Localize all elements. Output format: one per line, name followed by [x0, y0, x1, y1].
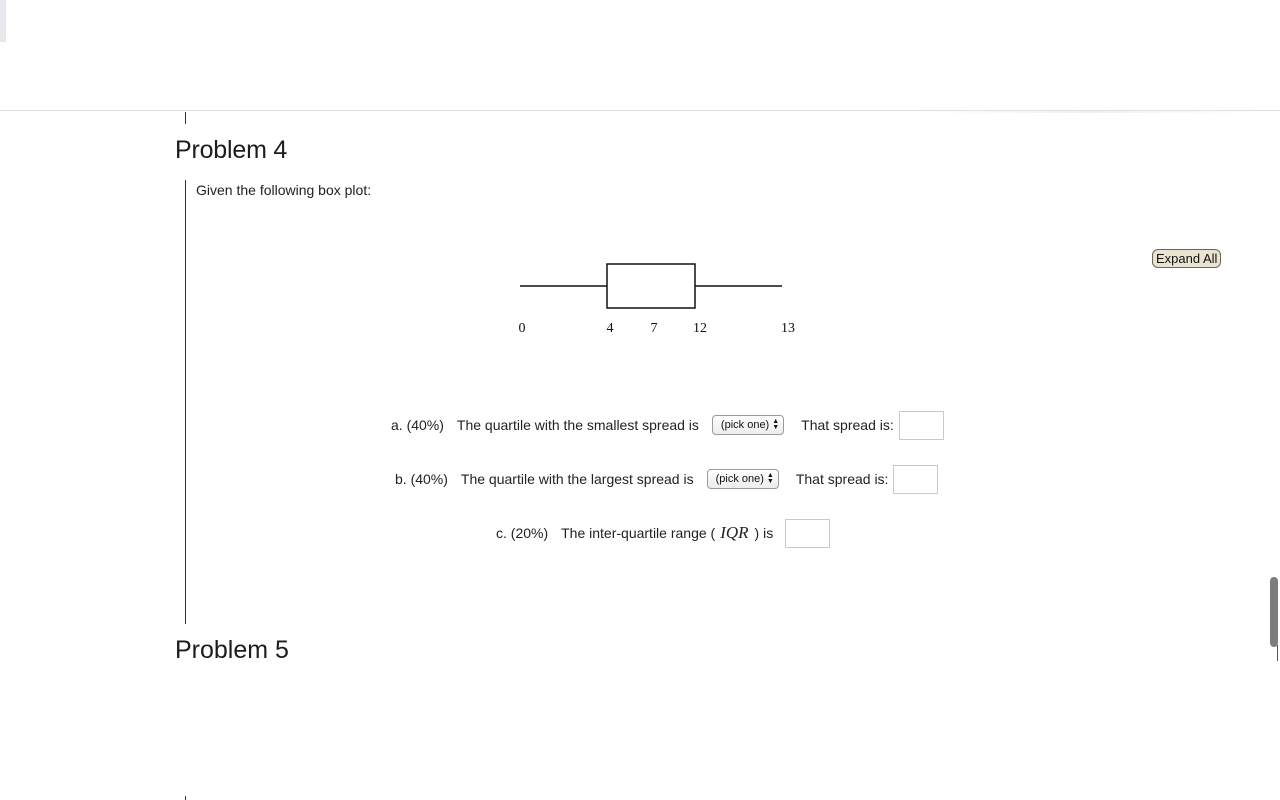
box-plot — [500, 250, 820, 350]
expand-all-button[interactable]: Expand All — [1152, 249, 1221, 268]
problem-title: Problem 4 — [175, 136, 288, 164]
quartile-smallest-select[interactable] — [712, 415, 784, 435]
scrollbar-thumb[interactable] — [1270, 577, 1278, 647]
tick-label-max: 13 — [781, 321, 795, 336]
top-left-tab — [0, 0, 6, 42]
question-c-id: c. (20%) — [496, 525, 549, 541]
question-a-id: a. (40%) — [391, 417, 444, 433]
tick-label-q1: 4 — [606, 321, 614, 336]
quartile-largest-select[interactable] — [707, 469, 779, 489]
tick-label-min: 0 — [518, 321, 526, 336]
iqr-box — [607, 264, 695, 308]
question-c-text-after: ) is — [754, 525, 774, 541]
quartile-smallest-select-value: (pick one) — [720, 419, 770, 431]
iqr-math: IQR — [720, 523, 749, 542]
bottom-tick — [185, 796, 186, 800]
tick-label-median: 7 — [650, 321, 658, 336]
question-b-id: b. (40%) — [395, 471, 448, 487]
scrollbar-edge — [1277, 645, 1278, 661]
tick-label-q3: 12 — [693, 321, 707, 336]
question-b-text: The quartile with the largest spread is — [460, 471, 694, 487]
next-problem-peek — [175, 628, 375, 664]
question-b-spread-label: That spread is: — [795, 471, 889, 487]
select-arrows-icon: ▲ ▼ — [766, 472, 774, 485]
quartile-largest-select-value: (pick one) — [715, 473, 764, 485]
question-b — [395, 463, 938, 495]
question-a-spread-label: That spread is: — [801, 417, 894, 433]
select-arrows-icon: ▲ ▼ — [772, 418, 780, 431]
question-a — [391, 409, 944, 441]
section-tick — [185, 112, 186, 124]
problem-content-rule — [185, 180, 186, 624]
question-c — [496, 517, 830, 549]
header-shadow — [920, 111, 1260, 113]
smallest-spread-input[interactable] — [899, 411, 944, 440]
question-c-text-before: The inter-quartile range ( — [561, 525, 716, 541]
problem-prompt: Given the following box plot: — [196, 182, 372, 198]
question-a-text: The quartile with the smallest spread is — [456, 417, 699, 433]
next-problem-title: Problem 5 — [175, 636, 289, 664]
iqr-input[interactable] — [785, 519, 830, 548]
largest-spread-input[interactable] — [893, 465, 938, 494]
